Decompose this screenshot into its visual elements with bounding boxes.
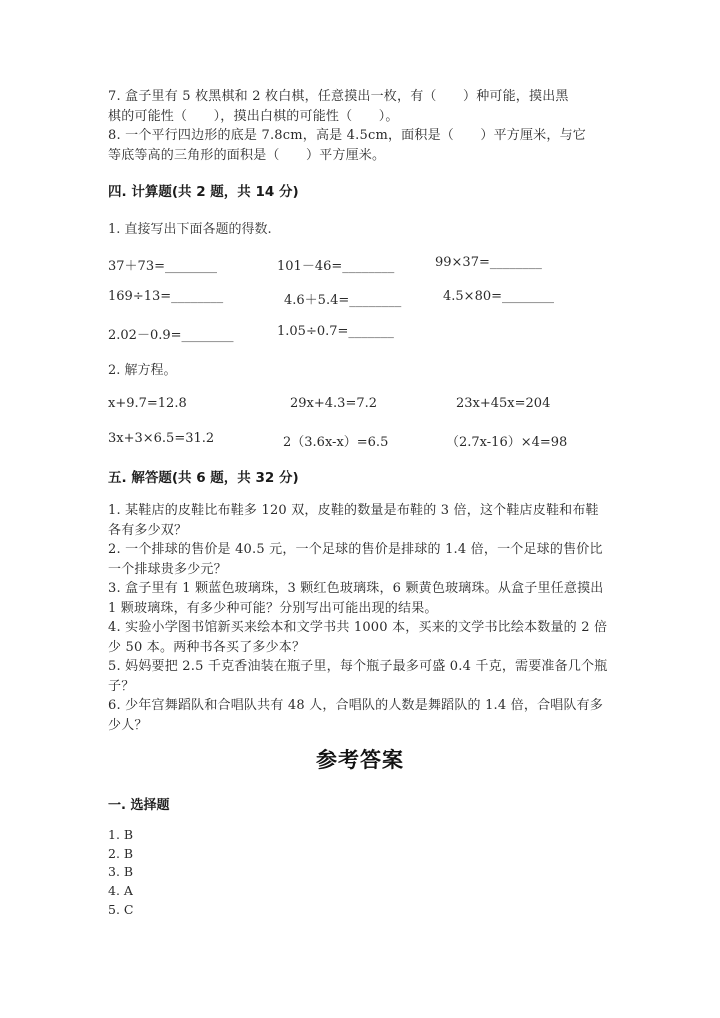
word-problem-5: 5. 妈妈要把 2.5 千克香油装在瓶子里，每个瓶子最多可盛 0.4 千克，需要准备几个瓶子？ bbox=[108, 659, 608, 694]
mental-math-r2c3: 4.5×80=________ bbox=[443, 289, 555, 304]
answer-item-1: 1. B bbox=[108, 827, 134, 842]
section-4-q2-label: 2. 解方程。 bbox=[108, 363, 177, 378]
fill-blank-q8 bbox=[108, 126, 610, 165]
equation-r2c3: （2.7x-16）×4=98 bbox=[446, 435, 568, 450]
section-5-heading: 五. 解答题(共 6 题，共 32 分) bbox=[108, 470, 299, 486]
word-problem-6: 6. 少年宫舞蹈队和合唱队共有 48 人，合唱队的人数是舞蹈队的 1.4 倍，合唱队有多少人？ bbox=[108, 698, 604, 733]
q7-line-2: 棋的可能性（ ），摸出白棋的可能性（ ）。 bbox=[108, 108, 399, 124]
section-4-heading: 四. 计算题(共 2 题，共 14 分) bbox=[108, 184, 299, 200]
answer-item-3: 3. B bbox=[108, 864, 134, 879]
mental-math-r1c3: 99×37=________ bbox=[435, 255, 542, 270]
answer-item-2: 2. B bbox=[108, 846, 134, 861]
answer-item-4: 4. A bbox=[108, 883, 133, 898]
equation-r1c2: 29x+4.3=7.2 bbox=[290, 396, 378, 411]
q8-line-2: 等底等高的三角形的面积是（ ）平方厘米。 bbox=[108, 147, 386, 163]
q8-line-1: 8. 一个平行四边形的底是 7.8cm，高是 4.5cm，面积是（ ）平方厘米，与它 bbox=[108, 128, 586, 143]
mental-math-r1c2: 101－46=________ bbox=[277, 259, 395, 274]
q7-line-1: 7. 盒子里有 5 枚黑棋和 2 枚白棋，任意摸出一枚，有（ ）种可能，摸出黑 bbox=[108, 89, 569, 104]
mental-math-r3c1: 2.02－0.9=________ bbox=[108, 328, 234, 343]
word-problems bbox=[108, 501, 610, 735]
fill-blank-q7 bbox=[108, 87, 610, 126]
equation-r2c2: 2（3.6x-x）=6.5 bbox=[283, 435, 389, 450]
equation-r2c1: 3x+3×6.5=31.2 bbox=[108, 431, 215, 446]
mental-math-r2c2: 4.6＋5.4=________ bbox=[284, 293, 402, 308]
answers-section-1-heading: 一. 选择题 bbox=[108, 798, 170, 813]
word-problem-1: 1. 某鞋店的皮鞋比布鞋多 120 双，皮鞋的数量是布鞋的 3 倍，这个鞋店皮鞋和布鞋各有多少双？ bbox=[108, 503, 599, 538]
equation-r1c1: x+9.7=12.8 bbox=[108, 396, 187, 411]
mental-math-r2c1: 169÷13=________ bbox=[108, 289, 224, 304]
mental-math-r1c1: 37＋73=________ bbox=[108, 259, 217, 274]
word-problem-2: 2. 一个排球的售价是 40.5 元，一个足球的售价是排球的 1.4 倍，一个足球的售价比一个排球贵多少元？ bbox=[108, 542, 603, 577]
mental-math-r3c2: 1.05÷0.7=_______ bbox=[277, 324, 394, 339]
section-4-q1-label: 1. 直接写出下面各题的得数. bbox=[108, 222, 272, 237]
word-problem-3: 3. 盒子里有 1 颗蓝色玻璃珠，3 颗红色玻璃珠，6 颗黄色玻璃珠。从盒子里任意摸出 1 颗玻璃珠，有多少种可能？分别写出可能出现的结果。 bbox=[108, 581, 604, 616]
answer-key-title: 参考答案 bbox=[316, 748, 404, 772]
word-problem-4: 4. 实验小学图书馆新买来绘本和文学书共 1000 本，买来的文学书比绘本数量的 2 倍少 50 本。两种书各买了多少本？ bbox=[108, 620, 608, 655]
answer-item-5: 5. C bbox=[108, 902, 134, 917]
equation-r1c3: 23x+45x=204 bbox=[456, 396, 551, 411]
